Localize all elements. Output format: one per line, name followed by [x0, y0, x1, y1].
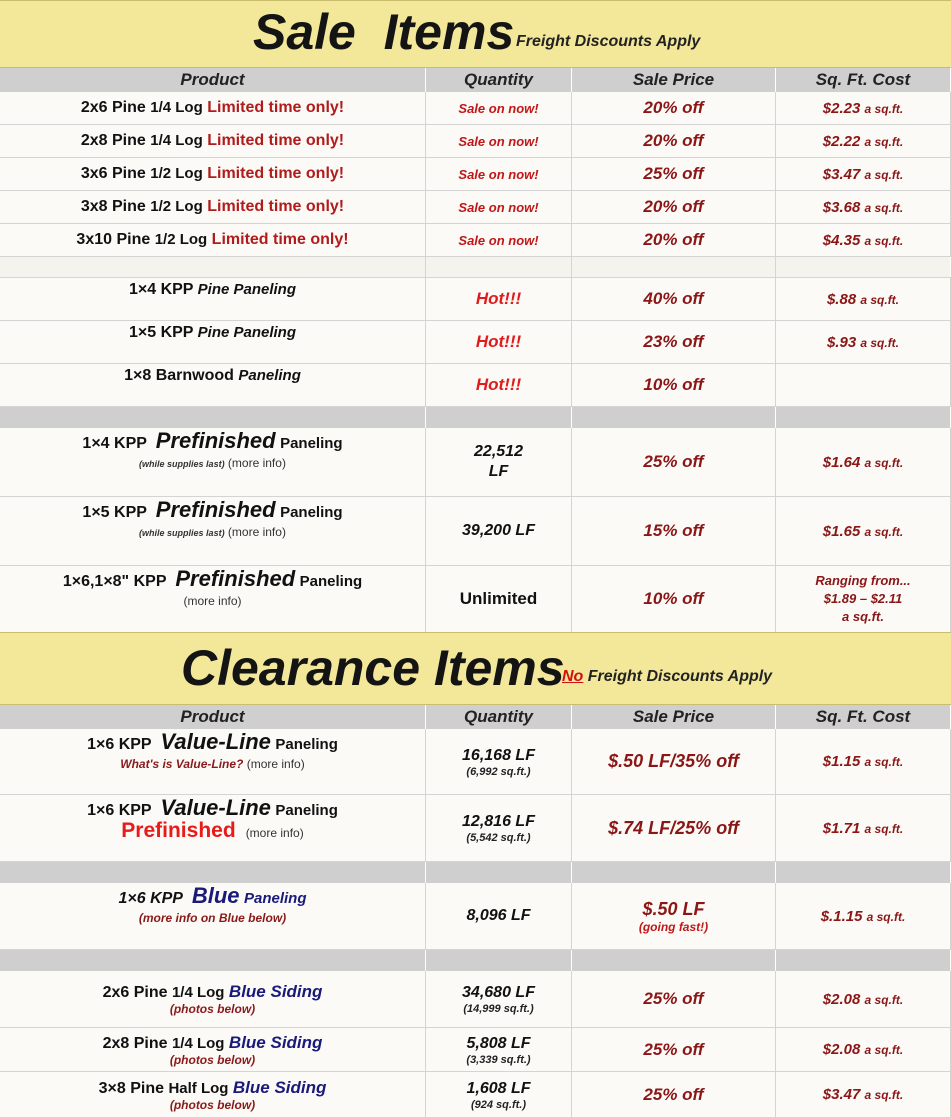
price-range: $1.89 – $2.11 [823, 591, 903, 606]
product-name: 3x8 Pine [80, 198, 146, 215]
blue-siding-label: Blue Siding [232, 1077, 327, 1097]
sale-price: 20% off [643, 230, 704, 249]
product-name: 1×4 KPP [82, 435, 147, 452]
table-row: 1×4 KPP Pine Paneling Hot!!! 40% off $.88 a sq.ft. [0, 278, 951, 321]
sqft-cost: $2.22 [822, 132, 861, 150]
product-name: 3x10 Pine [76, 231, 151, 248]
sale-price: 10% off [643, 375, 704, 394]
section-divider [0, 950, 951, 971]
header-sale-price: Sale Price [572, 705, 776, 729]
table-row: 3×8 Pine Half Log Blue Siding (photos below) 1,608 LF (924 sq.ft.) 25% off $3.47 a sq.ft. [0, 1072, 951, 1117]
product-name: 1×8 Barnwood [124, 367, 234, 384]
product-name: 3x6 Pine [80, 165, 146, 182]
product-name: 1×6 KPP [118, 890, 183, 907]
sale-price: 25% off [643, 989, 704, 1008]
sale-price: 25% off [643, 1039, 704, 1059]
sale-price: 20% off [643, 98, 704, 117]
value-line-label: Value-Line [160, 795, 271, 820]
quantity: Sale on now! [458, 232, 539, 248]
more-info-link[interactable]: (more info) [246, 757, 305, 771]
table-row: 1×8 Barnwood Paneling Hot!!! 10% off [0, 364, 951, 407]
product-name: 1×6,1×8" KPP [62, 573, 167, 590]
sale-price: 20% off [643, 131, 704, 150]
table-row: 2x6 Pine 1/4 Log Blue Siding (photos below) 34,680 LF (14,999 sq.ft.) 25% off $2.08 a sq.ft. [0, 971, 951, 1028]
quantity: Sale on now! [458, 133, 539, 149]
more-info-link[interactable]: (more info) [227, 456, 286, 470]
table-row: 2x6 Pine 1/4 Log Limited time only! Sale on now! 20% off $2.23 a sq.ft. [0, 92, 951, 125]
sqft-cost: $2.23 [822, 99, 861, 117]
header-quantity: Quantity [426, 705, 572, 729]
going-fast-note: (going fast!) [638, 919, 709, 934]
product-name: 3×8 Pine [98, 1079, 164, 1097]
sale-price: $.50 LF/35% off [608, 751, 739, 771]
table-row: 3x6 Pine 1/2 Log Limited time only! Sale on now! 25% off $3.47 a sq.ft. [0, 158, 951, 191]
table-row: 1×6 KPP Blue Paneling (more info on Blue below) 8,096 LF $.50 LF (going fast!) $.1.15 a sq.ft. [0, 883, 951, 950]
quantity: 16,168 LF [462, 746, 535, 764]
clearance-subtitle: No Freight Discounts Apply [562, 668, 773, 685]
promo-text: Limited time only! [211, 231, 349, 248]
sqft-cost: $1.15 [822, 753, 861, 770]
product-name: 1×5 KPP [82, 504, 147, 521]
prefinished-label: Prefinished [175, 566, 296, 591]
sqft-cost: $.88 [826, 290, 857, 308]
hot-badge: Hot!!! [475, 332, 522, 351]
quantity-unit: LF [488, 463, 509, 480]
blue-siding-label: Blue Siding [228, 1032, 323, 1052]
table-row: 1×5 KPP Pine Paneling Hot!!! 23% off $.93 a sq.ft. [0, 321, 951, 364]
value-line-question-link[interactable]: What's is Value-Line? [120, 757, 244, 771]
more-info-link[interactable]: (more info) [227, 525, 286, 539]
header-product: Product [0, 705, 426, 729]
sqft-cost: $.1.15 [820, 907, 863, 925]
table-row: 2x8 Pine 1/4 Log Limited time only! Sale on now! 20% off $2.22 a sq.ft. [0, 125, 951, 158]
price-range-label: Ranging from... [815, 573, 911, 588]
quantity-sqft: (6,992 sq.ft.) [466, 765, 531, 778]
sqft-cost: $1.65 [822, 522, 861, 540]
promo-text: Limited time only! [207, 165, 345, 182]
quantity: Sale on now! [458, 100, 539, 116]
product-name: 1×6 KPP [87, 736, 152, 753]
quantity: Sale on now! [458, 166, 539, 182]
hot-badge: Hot!!! [475, 289, 522, 308]
quantity-sqft: (14,999 sq.ft.) [463, 1003, 534, 1015]
table-row: 1×6 KPP Value-Line Paneling What's is Value-Line? (more info) 16,168 LF (6,992 sq.ft.) $.50 LF/35% off $1.15 a sq.ft. [0, 729, 951, 795]
row-divider [0, 257, 951, 278]
clearance-header-row [0, 705, 951, 729]
photos-link[interactable]: (photos below) [169, 1097, 256, 1112]
price-range-unit: a sq.ft. [842, 609, 884, 624]
quantity: 39,200 LF [462, 522, 535, 539]
product-name: 2x8 Pine [102, 1034, 168, 1052]
quantity-sqft: (3,339 sq.ft.) [466, 1053, 531, 1066]
quantity: 1,608 LF [466, 1079, 531, 1097]
sale-header-row [0, 68, 951, 92]
blue-info-link[interactable]: (more info on Blue below) [138, 911, 287, 925]
sale-price: 23% off [643, 332, 704, 351]
header-sqft-cost: Sq. Ft. Cost [776, 705, 951, 729]
sale-price: 25% off [643, 1084, 704, 1104]
supplies-note: (while supplies last) [139, 528, 225, 538]
prefinished-label: Prefinished [121, 819, 236, 842]
quantity-sqft: (5,542 sq.ft.) [466, 832, 531, 844]
product-name: 1×4 KPP [128, 281, 194, 298]
sale-subtitle: Freight Discounts Apply [516, 33, 701, 50]
sale-price: 25% off [643, 452, 704, 471]
blue-label: Blue [191, 883, 240, 908]
hot-badge: Hot!!! [475, 375, 522, 394]
photos-link[interactable]: (photos below) [169, 1052, 256, 1067]
table-row: 1×4 KPP Prefinished Paneling (while supplies last) (more info) 22,512 LF 25% off $1.64 a sq.ft. [0, 428, 951, 497]
sqft-cost: $3.68 [822, 198, 861, 216]
more-info-link[interactable]: (more info) [183, 594, 242, 608]
sale-price: $.74 LF/25% off [608, 817, 739, 838]
quantity: 8,096 LF [466, 907, 531, 924]
quantity-sqft: (924 sq.ft.) [470, 1098, 526, 1111]
sale-price: 25% off [643, 164, 704, 183]
prefinished-label: Prefinished [155, 497, 276, 522]
product-name: 1×6 KPP [87, 802, 152, 819]
sqft-cost: $3.47 [822, 1086, 861, 1103]
header-sqft-cost: Sq. Ft. Cost [776, 68, 951, 92]
sale-title: Sale Items [253, 4, 515, 60]
sqft-cost: $2.08 [822, 1041, 861, 1058]
sale-price: $.50 LF [642, 898, 705, 919]
promo-text: Limited time only! [207, 99, 345, 116]
quantity: 12,816 LF [462, 813, 535, 830]
sqft-cost: $2.08 [822, 990, 861, 1008]
no-label: No [562, 668, 584, 685]
clearance-banner [0, 632, 951, 705]
photos-link[interactable]: (photos below) [169, 1002, 256, 1016]
sqft-cost: $1.64 [822, 453, 861, 471]
sale-price: 20% off [643, 197, 704, 216]
header-sale-price: Sale Price [572, 68, 776, 92]
product-name: 2x6 Pine [80, 99, 146, 116]
table-row: 3x10 Pine 1/2 Log Limited time only! Sale on now! 20% off $4.35 a sq.ft. [0, 224, 951, 257]
sale-banner [0, 0, 951, 68]
sqft-cost: $1.71 [822, 819, 861, 837]
header-product: Product [0, 68, 426, 92]
quantity: 5,808 LF [466, 1034, 531, 1052]
table-row: 1×6 KPP Value-Line Paneling Prefinished (more info) 12,816 LF (5,542 sq.ft.) $.74 LF/25% off $1.71 a sq.ft. [0, 795, 951, 862]
section-divider [0, 862, 951, 883]
sqft-cost: $3.47 [822, 165, 861, 183]
clearance-title: Clearance Items [181, 640, 565, 696]
supplies-note: (while supplies last) [139, 459, 225, 469]
sale-price: 15% off [643, 521, 704, 540]
quantity: Sale on now! [458, 199, 539, 215]
section-divider [0, 407, 951, 428]
quantity: 22,512 [474, 443, 523, 460]
promo-text: Limited time only! [207, 198, 345, 215]
sqft-cost: $4.35 [822, 231, 861, 249]
promo-text: Limited time only! [207, 132, 345, 149]
blue-siding-label: Blue Siding [228, 982, 323, 1001]
sqft-cost: $.93 [826, 333, 857, 351]
sale-price: 10% off [643, 589, 704, 608]
value-line-label: Value-Line [160, 729, 271, 754]
table-row: 2x8 Pine 1/4 Log Blue Siding (photos below) 5,808 LF (3,339 sq.ft.) 25% off $2.08 a sq.ft. [0, 1028, 951, 1072]
table-row: 1×6,1×8" KPP Prefinished Paneling (more info) Unlimited 10% off Ranging from... $1.89 – $2.11 a sq.ft. [0, 566, 951, 632]
product-name: 2x8 Pine [80, 132, 146, 149]
prefinished-label: Prefinished [155, 428, 276, 453]
quantity: Unlimited [459, 589, 538, 608]
table-row: 3x8 Pine 1/2 Log Limited time only! Sale on now! 20% off $3.68 a sq.ft. [0, 191, 951, 224]
product-name: 1×5 KPP [128, 324, 194, 341]
product-name: 2x6 Pine [102, 984, 168, 1001]
quantity: 34,680 LF [462, 984, 535, 1001]
table-row: 1×5 KPP Prefinished Paneling (while supplies last) (more info) 39,200 LF 15% off $1.65 a sq.ft. [0, 497, 951, 566]
header-quantity: Quantity [426, 68, 572, 92]
sale-price: 40% off [643, 289, 704, 308]
more-info-link[interactable]: (more info) [245, 826, 304, 840]
